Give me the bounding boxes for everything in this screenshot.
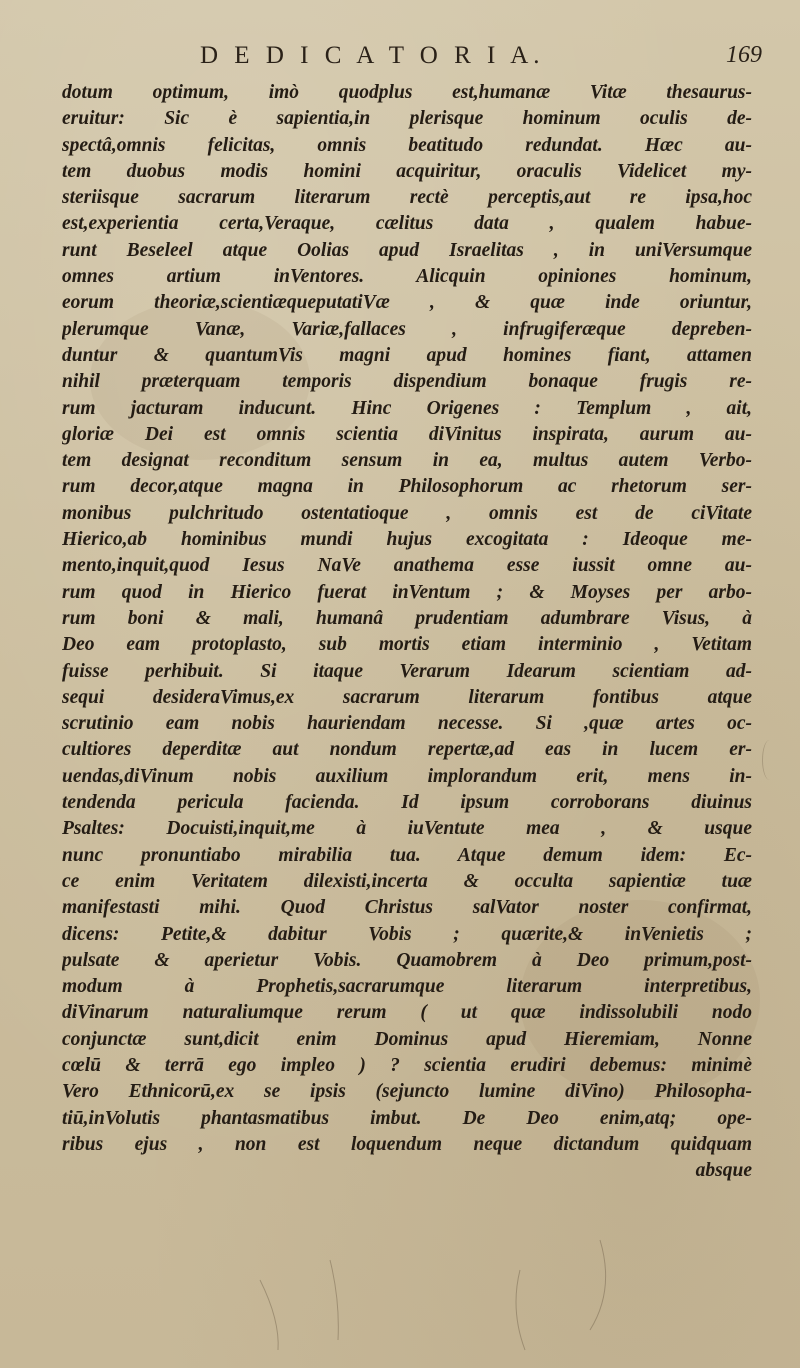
text-line: modum à Prophetis,sacrarumque literarum interpretibus, — [62, 976, 752, 998]
text-line: rum decor,atque magna in Philosophorum ac rhetorum ser- — [62, 476, 752, 498]
text-line: ribus ejus , non est loquendum neque dictandum quidquam — [62, 1133, 752, 1155]
text-line: eorum theoriæ,scientiæqueputatiVæ , & quæ inde oriuntur, — [62, 292, 752, 314]
text-line: duntur & quantumVis magni apud homines fiant, attamen — [62, 344, 752, 366]
text-line: uendas,diVinum nobis auxilium implorandum erit, mens in- — [62, 765, 752, 787]
text-line: mento,inquit,quod Iesus NaVe anathema esse iussit omne au- — [62, 555, 752, 577]
page-number: 169 — [726, 42, 762, 68]
text-line: monibus pulchritudo ostentatioque , omnis est de ciVitate — [62, 502, 752, 524]
text-line: plerumque Vanæ, Variæ,fallaces , infrugiferæque depreben- — [62, 318, 752, 340]
text-line: dotum optimum, imò quodplus est,humanæ Vitæ thesaurus- — [62, 82, 752, 103]
margin-mark — [762, 740, 777, 780]
text-line: tendenda pericula facienda. Id ipsum corroborans diuinus — [62, 792, 752, 814]
text-line: Deo eam protoplasto, sub mortis etiam interminio , Vetitam — [62, 634, 752, 656]
text-line: rum boni & mali, humanâ prudentiam adumbrare Visus, à — [62, 607, 752, 629]
text-line: gloriæ Dei est omnis scientia diVinitus inspirata, aurum au- — [62, 423, 752, 445]
text-line: nunc pronuntiabo mirabilia tua. Atque demum idem: Ec- — [62, 844, 752, 866]
text-line: pulsate & aperietur Vobis. Quamobrem à Deo primum,post- — [62, 949, 752, 971]
text-line: dicens: Petite,& dabitur Vobis ; quærite,& inVenietis ; — [62, 923, 752, 945]
text-line: conjunctæ sunt,dicit enim Dominus apud Hieremiam, Nonne — [62, 1028, 752, 1050]
text-line: Vero Ethnicorū,ex se ipsis (sejuncto lumine diVino) Philosopha- — [62, 1081, 752, 1103]
text-line: fuisse perhibuit. Si itaque Verarum Idearum scientiam ad- — [62, 660, 752, 682]
text-line: cultiores deperditæ aut nondum repertæ,ad eas in lucem er- — [62, 739, 752, 761]
text-line: steriisque sacrarum literarum rectè perceptis,aut re ipsa,hoc — [62, 187, 752, 209]
text-line: tiū,inVolutis phantasmatibus imbut. De Deo enim,atq; ope- — [62, 1107, 752, 1129]
text-line: ce enim Veritatem dilexisti,incerta & occulta sapientiæ tuæ — [62, 870, 752, 892]
body-text — [62, 80, 752, 1184]
text-line: rum jacturam inducunt. Hinc Origenes : Templum , ait, — [62, 397, 752, 419]
text-line: tem designat reconditum sensum in ea, multus autem Verbo- — [62, 450, 752, 472]
ink-bleed-marks — [220, 1200, 680, 1360]
text-line: Psaltes: Docuisti,inquit,me à iuVentute mea , & usque — [62, 818, 752, 840]
text-line: cœlū & terrā ego impleo ) ? scientia erudiri debemus: minimè — [62, 1054, 752, 1076]
text-line: eruitur: Sic è sapientia,in plerisque hominum oculis de- — [62, 108, 752, 130]
text-line: omnes artium inVentores. Alicquin opiniones hominum, — [62, 266, 752, 288]
text-line: rum quod in Hierico fuerat inVentum ; & Moyses per arbo- — [62, 581, 752, 603]
text-line: est,experientia certa,Veraque, cælitus data , qualem habue- — [62, 213, 752, 235]
text-line: scrutinio eam nobis hauriendam necesse. Si ,quæ artes oc- — [62, 713, 752, 735]
text-line: absque — [695, 1160, 752, 1182]
text-line: diVinarum naturaliumque rerum ( ut quæ indissolubili nodo — [62, 1002, 752, 1024]
text-line: runt Beseleel atque Oolias apud Israelitas , in uniVersumque — [62, 239, 752, 261]
text-line: tem duobus modis homini acquiritur, oraculis Videlicet my- — [62, 160, 752, 182]
text-line: Hierico,ab hominibus mundi hujus excogitata : Ideoque me- — [62, 529, 752, 551]
text-line: manifestasti mihi. Quod Christus salVator noster confirmat, — [62, 897, 752, 919]
text-line: sequi desideraVimus,ex sacrarum literarum fontibus atque — [62, 686, 752, 708]
running-head: D E D I C A T O R I A. — [200, 42, 545, 69]
text-line: nihil præterquam temporis dispendium bonaque frugis re- — [62, 371, 752, 393]
page-header — [0, 42, 800, 76]
text-line: spectâ,omnis felicitas, omnis beatitudo redundat. Hæc au- — [62, 134, 752, 156]
